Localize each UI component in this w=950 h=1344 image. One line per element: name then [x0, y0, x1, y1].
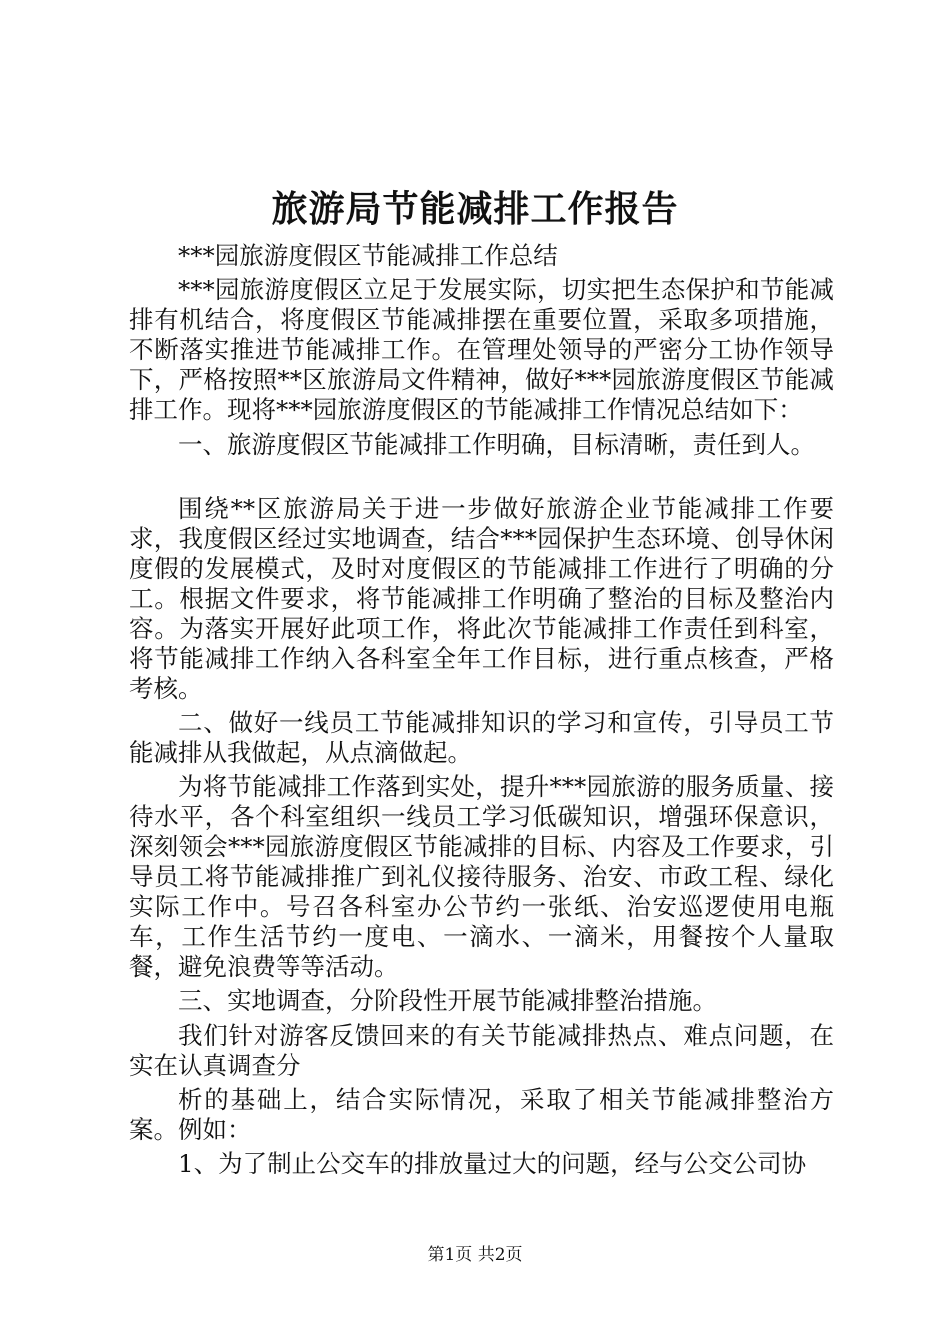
paragraph-section-3-body-b: 析的基础上，结合实际情况，采取了相关节能减排整治方案。例如： [129, 1085, 834, 1145]
paragraph-section-2-heading: 二、做好一线员工节能减排知识的学习和宣传，引导员工节能减排从我做起，从点滴做起。 [129, 707, 834, 767]
paragraph-item-1: 1、为了制止公交车的排放量过大的问题，经与公交公司协 [178, 1149, 807, 1179]
paragraph-intro: ***园旅游度假区立足于发展实际，切实把生态保护和节能减排有机结合，将度假区节能减排摆在重要位置，采取多项措施，不断落实推进节能减排工作。在管理处领导的严密分工协作领导下，严格按照**区旅游局文件精神，做好***园旅游度假区节能减排工作。现将***园旅游度假区的节能减排工作情况总结如下： [129, 275, 834, 425]
paragraph-summary-heading: ***园旅游度假区节能减排工作总结 [178, 241, 558, 270]
document-title: 旅游局节能减排工作报告 [271, 188, 679, 230]
paragraph-section-2-body: 为将节能减排工作落到实处，提升***园旅游的服务质量、接待水平，各个科室组织一线员工学习低碳知识，增强环保意识，深刻领会***园旅游度假区节能减排的目标、内容及工作要求，引导员工将节能减排推广到礼仪接待服务、治安、市政工程、绿化实际工作中。号召各科室办公节约一张纸、治安巡逻使用电瓶车，工作生活节约一度电、一滴水、一滴米，用餐按个人量取餐，避免浪费等等活动。 [129, 772, 834, 982]
paragraph-section-3-heading: 三、实地调查，分阶段性开展节能减排整治措施。 [178, 986, 717, 1016]
paragraph-section-1-heading: 一、旅游度假区节能减排工作明确，目标清晰，责任到人。 [178, 429, 815, 459]
paragraph-section-1-body: 围绕**区旅游局关于进一步做好旅游企业节能减排工作要求，我度假区经过实地调查，结合***园保护生态环境、创导休闲度假的发展模式，及时对度假区的节能减排工作进行了明确的分工。根据文件要求，将节能减排工作明确了整治的目标及整治内容。为落实开展好此项工作，将此次节能减排工作责任到科室，将节能减排工作纳入各科室全年工作目标，进行重点核查，严格考核。 [129, 493, 834, 703]
page-number-footer: 第1页 共2页 [427, 1245, 523, 1265]
document-body [129, 241, 834, 1184]
paragraph-section-3-body-a: 我们针对游客反馈回来的有关节能减排热点、难点问题，在实在认真调查分 [129, 1020, 834, 1080]
